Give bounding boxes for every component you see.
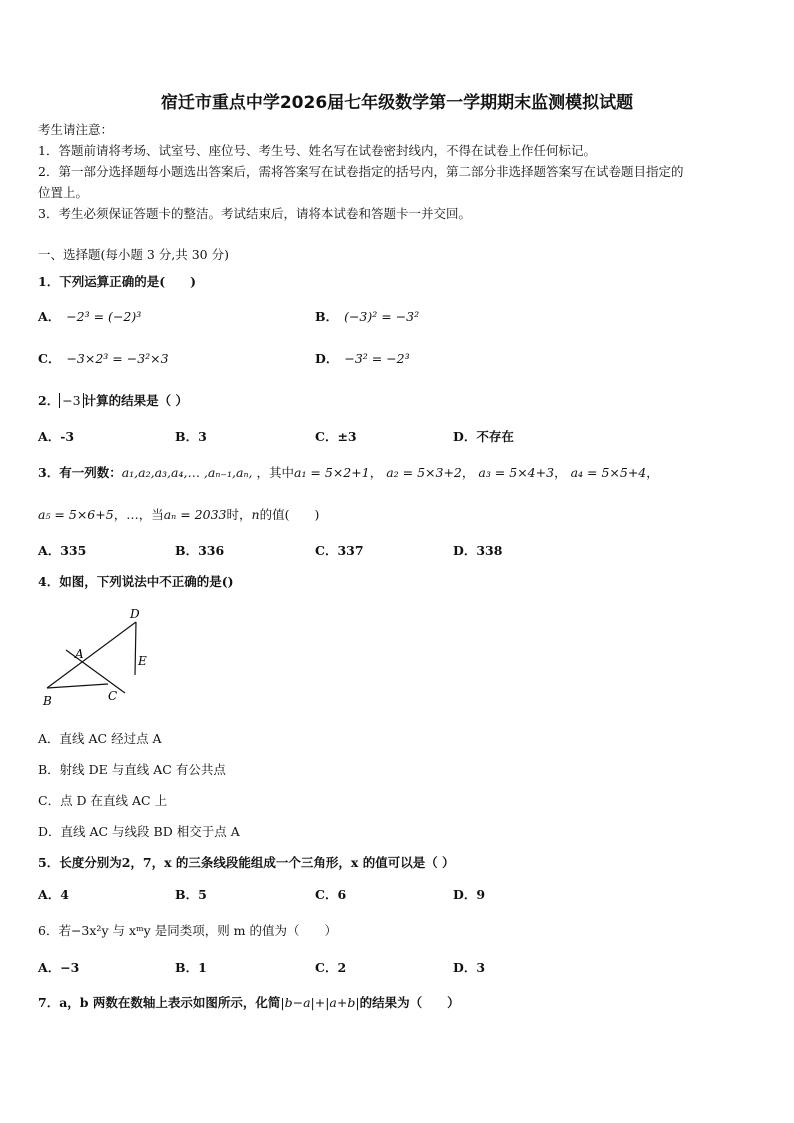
q4-option-b: B．射线 DE 与直线 AC 有公共点 <box>38 762 226 777</box>
q1-option-a-label: A． <box>38 309 61 324</box>
q1-option-a <box>38 307 141 325</box>
q1-option-d <box>315 349 410 367</box>
section-heading: 一、选择题(每小题 3 分,共 30 分) <box>38 247 229 262</box>
q5-stem: 5．长度分别为2，7，x 的三条线段能组成一个三角形，x 的值可以是（ ） <box>38 855 455 870</box>
q1-option-c-label: C． <box>38 351 61 366</box>
q4-figure <box>38 603 168 711</box>
q3-value-of: 的值( ) <box>259 507 320 522</box>
label-d: D <box>130 607 140 621</box>
q4-stem: 4．如图，下列说法中不正确的是() <box>38 574 234 589</box>
q1-option-d-label: D． <box>315 351 339 366</box>
q3-eq-4: a₄ = 5×5+4 <box>570 465 647 480</box>
q2-option-a: A．-3 <box>38 429 75 444</box>
notice-header: 考生请注意： <box>38 122 114 137</box>
q1-option-b-label: B． <box>315 309 339 324</box>
q3-condition: aₙ = 2033 <box>163 507 227 522</box>
q3-option-c: C．337 <box>315 543 364 558</box>
q1-stem: 1．下列运算正确的是( ) <box>38 274 197 289</box>
q1-option-b <box>315 307 419 325</box>
q3-line-1: 3．有一列数：a₁,a₂,a₃,a₄,… ,aₙ₋₁,aₙ, ，其中a₁ = 5×2+1， a₂ = 5×3+2， a₃ = 5×4+3， a₄ = 5×5+4， <box>38 465 659 480</box>
label-e: E <box>138 654 147 668</box>
q3-option-a: A．335 <box>38 543 87 558</box>
q3-sequence: a₁,a₂,a₃,a₄,… ,aₙ₋₁,aₙ, <box>121 465 253 480</box>
q3-when: ，…，当 <box>113 507 164 522</box>
page-title: 宿迁市重点中学2026届七年级数学第一学期期末监测模拟试题 <box>160 93 634 113</box>
q3-then: 时， <box>226 507 252 522</box>
notice-item-2: 2．第一部分选择题每小题选出答案后，需将答案写在试卷指定的括号内，第二部分非选择题答案写在试卷题目指定的 <box>38 164 684 179</box>
q2-number: 2． <box>38 393 60 408</box>
label-c: C <box>108 689 118 703</box>
q6-option-c: C．2 <box>315 960 347 975</box>
q7-stem <box>38 993 460 1011</box>
q1-option-b-math: (−3)² = −3² <box>344 309 420 324</box>
q4-option-d: D．直线 AC 与线段 BD 相交于点 A <box>38 824 240 839</box>
q1-option-d-math: −3² = −2³ <box>344 351 410 366</box>
q1-option-a-math: −2³ = (−2)³ <box>66 309 142 324</box>
q5-option-a: A．4 <box>38 887 69 902</box>
q5-option-d: D．9 <box>453 887 486 902</box>
q5-option-b: B．5 <box>175 887 207 902</box>
label-b: B <box>43 694 52 708</box>
q6-option-a: A．−3 <box>38 960 80 975</box>
q3-where: ，其中 <box>256 465 294 480</box>
q6-option-b: B．1 <box>175 960 207 975</box>
q7-stem-end: 的结果为（ ） <box>359 995 460 1010</box>
segment-bc <box>47 684 108 688</box>
q5-option-c: C．6 <box>315 887 347 902</box>
q6-option-d: D．3 <box>453 960 486 975</box>
q2-option-b: B．3 <box>175 429 207 444</box>
q4-option-c: C．点 D 在直线 AC 上 <box>38 793 168 808</box>
q3-stem-start: 3．有一列数： <box>38 465 122 480</box>
q4-option-a: A．直线 AC 经过点 A <box>38 731 162 746</box>
q3-option-b: B．336 <box>175 543 225 558</box>
q2-stem <box>38 391 188 409</box>
q3-option-d: D．338 <box>453 543 503 558</box>
notice-item-1: 1．答题前请将考场、试室号、座位号、考生号、姓名写在试卷密封线内，不得在试卷上作任何标记。 <box>38 143 596 158</box>
q7-stem-start: 7．a，b 两数在数轴上表示如图所示，化简 <box>38 995 281 1010</box>
q1-option-c-math: −3×2³ = −3²×3 <box>66 351 169 366</box>
q7-expression: |b−a|+|a+b| <box>280 995 360 1010</box>
q2-absolute-value: −3 <box>59 393 83 408</box>
q2-option-d: D．不存在 <box>453 429 514 444</box>
q3-line-2 <box>38 505 319 523</box>
q3-eq-5: a₅ = 5×6+5 <box>38 507 114 522</box>
q2-stem-text: 计算的结果是（ ） <box>83 393 188 408</box>
q3-n: n <box>251 507 260 522</box>
q3-eq-2: a₂ = 5×3+2 <box>386 465 462 480</box>
q2-option-c: C．±3 <box>315 429 357 444</box>
q6-stem: 6．若−3x²y 与 xᵐy 是同类项，则 m 的值为（ ） <box>38 923 337 938</box>
q1-option-c <box>38 349 169 367</box>
q3-eq-3: a₃ = 5×4+3 <box>478 465 555 480</box>
ray-de <box>135 622 136 675</box>
notice-item-3: 3．考生必须保证答题卡的整洁。考试结束后，请将本试卷和答题卡一并交回。 <box>38 206 471 221</box>
q3-eq-1: a₁ = 5×2+1 <box>294 465 370 480</box>
line-bd <box>47 622 136 688</box>
label-a: A <box>75 647 84 661</box>
notice-item-2-cont: 位置上。 <box>38 185 89 200</box>
